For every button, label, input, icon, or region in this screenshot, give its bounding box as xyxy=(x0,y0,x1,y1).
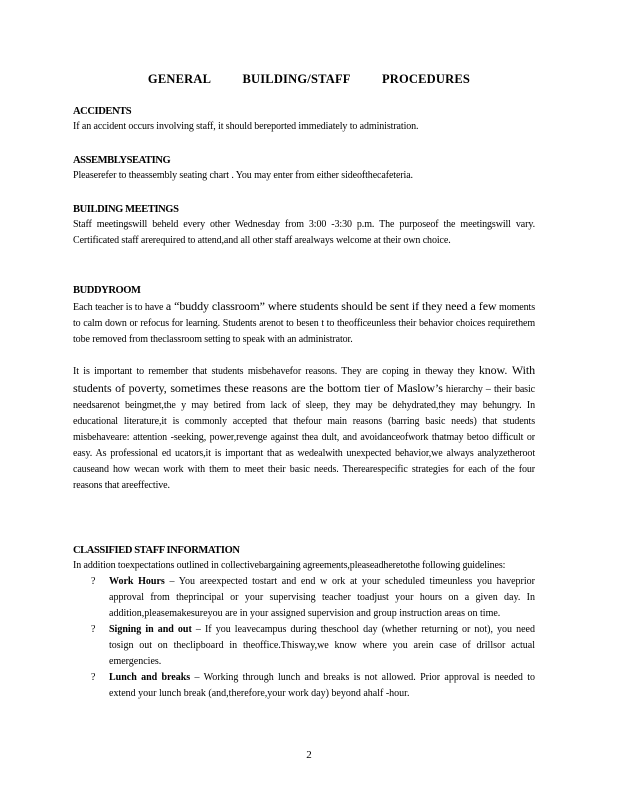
item-text: – Working through lunch and breaks is not allowed. Prior approval is needed to extend your lunch break (and,therefore,your work day) beyond ahalf -hour. xyxy=(109,672,535,699)
buddy-p1-emphasis: a “buddy classroom” where students should be sent if they need a few xyxy=(165,299,497,313)
buddy-p1-start: Each teacher is to have xyxy=(73,302,164,313)
buddy-p2-emphasis: know. With students of poverty, sometimes these reasons are the bottom tier of Maslow’s xyxy=(73,363,536,395)
section-building-meetings xyxy=(73,203,535,249)
section-heading: ACCIDENTS xyxy=(73,106,132,117)
title-part-building-staff: BUILDING/STAFF xyxy=(242,72,351,86)
item-label: Lunch and breaks xyxy=(109,672,191,683)
page-title xyxy=(0,72,618,87)
section-heading: ASSEMBLYSEATING xyxy=(73,155,171,166)
buddy-paragraph-2 xyxy=(73,362,535,494)
bullet-marker: ? xyxy=(91,624,96,635)
item-text: – You areexpected tostart and end w ork at your scheduled timeunless you haveprior approval from theprincipal or your supervising teacher toadjust your hours on a given day. In addition,pleasemakesureyou are in your assigned supervision and group instruction areas on time. xyxy=(109,576,535,619)
buddy-paragraph-1 xyxy=(73,298,535,348)
item-label: Work Hours xyxy=(109,576,165,587)
section-body: If an accident occurs involving staff, it should bereported immediately to administration. xyxy=(73,121,419,132)
title-part-general: GENERAL xyxy=(147,72,212,86)
bullet-marker: ? xyxy=(91,576,96,587)
list-item xyxy=(73,622,535,670)
section-buddy-room xyxy=(73,284,535,494)
item-label: Signing in and out xyxy=(109,624,192,635)
buddy-p2-end: hierarchy – their basic needsarenot beingmet,the y may betired from lack of sleep, they may be dehydrated,they may behungry. In educational literature,it is commonly accepted that thefour main reasons (barring basic needs) that students misbehaveare: attention -seeking, power,revenge against thea dult, and avoidanceofwork thatmay betoo difficult or easy. As professional ed ucators,it is important that as wedealwith unexpected behavior,we always analyzetheroot causeand how wecan work with them to meet their basic needs. Therearespecific strategies for each of the four reasons that areeffective. xyxy=(73,384,535,491)
bullet-marker: ? xyxy=(91,672,96,683)
section-heading: CLASSIFIED STAFF INFORMATION xyxy=(73,545,240,556)
guidelines-list xyxy=(73,574,535,702)
section-assembly-seating xyxy=(73,154,535,184)
title-part-procedures: PROCEDURES xyxy=(381,72,471,86)
section-body: Pleaserefer to theassembly seating chart . You may enter from either sideofthecafeteria. xyxy=(73,170,413,181)
section-body: Staff meetingswill beheld every other Wednesday from 3:00 -3:30 p.m. The purposeof the meetingswill vary. Certificated staff arerequired to attend,and all other staff arealways welcome at their own choice. xyxy=(73,219,535,246)
list-item xyxy=(73,670,535,702)
page-number: 2 xyxy=(306,749,312,761)
section-heading: BUDDYROOM xyxy=(73,285,141,296)
section-classified-staff xyxy=(73,544,535,702)
section-intro: In addition toexpectations outlined in collectivebargaining agreements,pleaseadheretothe following guidelines: xyxy=(73,560,506,571)
section-accidents xyxy=(73,105,535,135)
section-body xyxy=(73,298,535,494)
item-text: – If you leavecampus during theschool day (whether returning or not), you need tosign out on theclipboard in theoffice.Thisway,we know where you arein case of drillsor actual emergencies. xyxy=(109,624,535,667)
section-heading: BUILDING MEETINGS xyxy=(73,204,179,215)
buddy-p2-start: It is important to remember that students misbehavefor reasons. They are coping in theway they xyxy=(73,366,475,377)
buddy-p1-end: moments to calm down or refocus for learning. Students arenot to besen t to theofficeunless their behavior choices requirethem tobe removed from theclassroom setting to speak with an administrator. xyxy=(73,302,535,345)
list-item xyxy=(73,574,535,622)
